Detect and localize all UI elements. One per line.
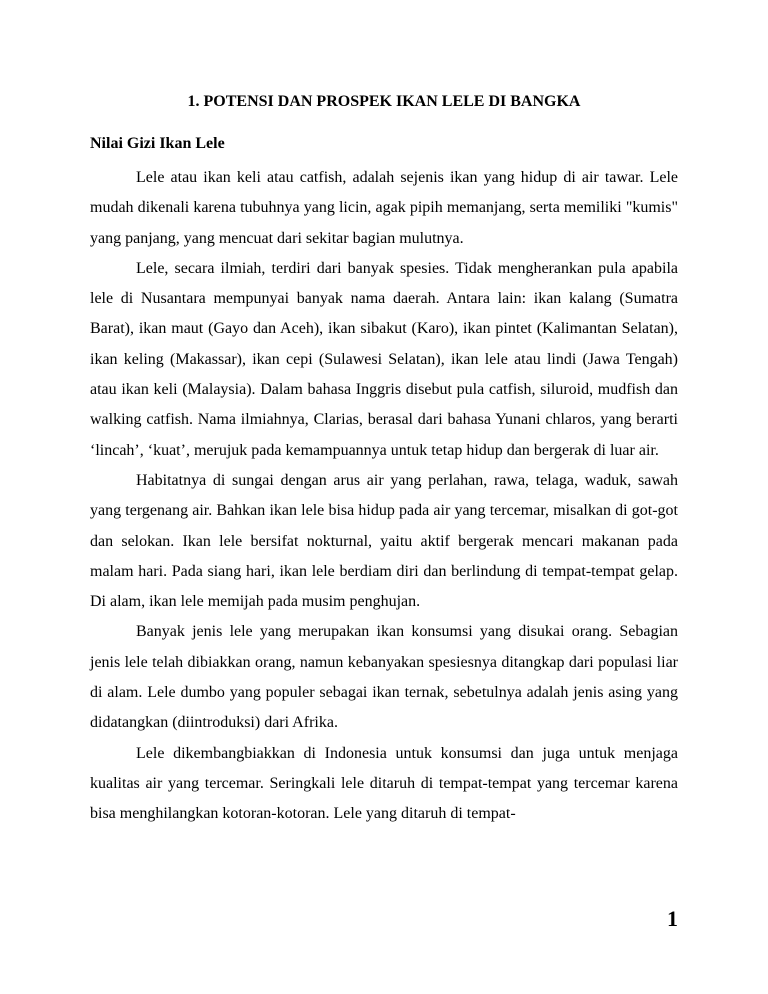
paragraph-5: Lele dikembangbiakkan di Indonesia untuk konsumsi dan juga untuk menjaga kualitas air yang tercemar. Seringkali lele ditaruh di tempat-tempat yang tercemar karena bisa menghilangkan kotoran-kotoran. Lele yang ditaruh di tempat- bbox=[90, 744, 678, 823]
paragraph-3: Habitatnya di sungai dengan arus air yang perlahan, rawa, telaga, waduk, sawah yang tergenang air. Bahkan ikan lele bisa hidup pada air yang tercemar, misalkan di got-got dan selokan. Ikan lele bersifat nokturnal, yaitu aktif bergerak mencari makanan pada malam hari. Pada siang hari, ikan lele berdiam diri dan berlindung di tempat-tempat gelap. Di alam, ikan lele memijah pada musim penghujan. bbox=[90, 471, 678, 611]
paragraph-4: Banyak jenis lele yang merupakan ikan konsumsi yang disukai orang. Sebagian jenis lele telah dibiakkan orang, namun kebanyakan spesiesnya ditangkap dari populasi liar di alam. Lele dumbo yang populer sebagai ikan ternak, sebetulnya adalah jenis asing yang didatangkan (diintroduksi) dari Afrika. bbox=[90, 623, 678, 732]
paragraph-2: Lele, secara ilmiah, terdiri dari banyak spesies. Tidak mengherankan pula apabila lele di Nusantara mempunyai banyak nama daerah. Antara lain: ikan kalang (Sumatra Barat), ikan maut (Gayo dan Aceh), ikan sibakut (Karo), ikan pintet (Kalimantan Selatan), ikan keling (Makassar), ikan cepi (Sulawesi Selatan), ikan lele atau lindi (Jawa Tengah) atau ikan keli (Malaysia). Dalam bahasa Inggris disebut pula catfish, siluroid, mudfish dan walking catfish. Nama ilmiahnya, Clarias, berasal dari bahasa Yunani chlaros, yang berarti ‘lincah’, ‘kuat’, merujuk pada kemampuannya untuk tetap hidup dan bergerak di luar air. bbox=[90, 259, 678, 459]
paragraph-1: Lele atau ikan keli atau catfish, adalah sejenis ikan yang hidup di air tawar. Lele mudah dikenali karena tubuhnya yang licin, agak pipih memanjang, serta memiliki "kumis" yang panjang, yang mencuat dari sekitar bagian mulutnya. bbox=[90, 169, 678, 247]
body-text bbox=[90, 163, 678, 830]
chapter-title: 1. POTENSI DAN PROSPEK IKAN LELE DI BANGKA bbox=[187, 93, 581, 110]
page-number: 1 bbox=[667, 906, 678, 931]
section-heading: Nilai Gizi Ikan Lele bbox=[90, 135, 225, 152]
